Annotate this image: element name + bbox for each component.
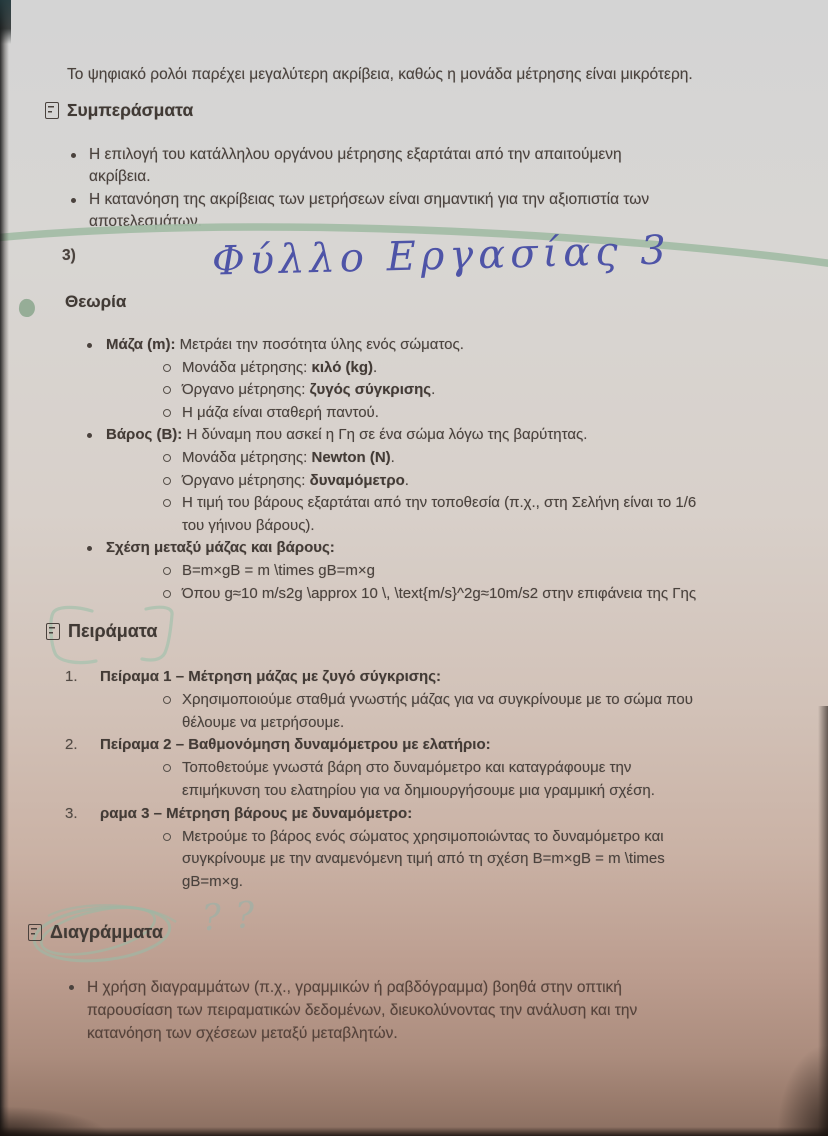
diagrams-list <box>65 976 637 1045</box>
intro-paragraph: Το ψηφιακό ρολόι παρέχει μεγαλύτερη ακρίβεια, καθώς η μονάδα μέτρησης είναι μικρότερη. <box>67 66 693 83</box>
diagrams-heading <box>28 922 163 943</box>
experiments-heading-label: Πειράματα <box>68 621 158 641</box>
handwritten-title: Φύλλο Εργασίας 3 <box>211 227 672 285</box>
experiment-description: Μετρούμε το βάρος ενός σώματος χρησιμοποιώντας το δυναμόμετρο και συγκρίνουμε με την αναμενόμενη τιμή από τη σχέση B=m×gB = m \times gB=m×g. <box>160 826 795 894</box>
paper-corner-shadow-bottom-left <box>0 1106 110 1136</box>
paper-edge-shadow-bottom <box>0 1127 828 1136</box>
term-label: Σχέση μεταξύ μάζας και βάρους: <box>106 539 335 557</box>
paper-corner-shadow-top-left <box>0 0 11 44</box>
missing-glyph-icon <box>28 924 42 941</box>
experiment-title: Πείραμα 2 – Βαθμονόμηση δυναμόμετρου με ελατήριο: <box>100 736 491 754</box>
list-item-line: Η επιλογή του κατάλληλου οργάνου μέτρησης εξαρτάται από την απαιτούμενη <box>89 146 622 163</box>
theory-list <box>84 334 804 605</box>
experiment-description: Χρησιμοποιούμε σταθμά γνωστής μάζας για να συγκρίνουμε με το σώμα που θέλουμε να μετρήσουμε. <box>160 689 795 735</box>
list-item-line: αποτελεσμάτων. <box>89 213 203 231</box>
sub-list-item: Όργανο μέτρησης: δυναμόμετρο. <box>160 470 804 493</box>
experiment-title: ραμα 3 – Μέτρηση βάρους με δυναμόμετρο: <box>100 804 413 822</box>
experiment-number: 2. <box>65 736 78 754</box>
list-item <box>84 537 804 560</box>
section-number: 3) <box>62 247 76 264</box>
list-item <box>67 144 649 189</box>
term-label: Μάζα (m): <box>106 336 176 353</box>
term-label: Βάρος (Β): <box>106 426 183 444</box>
diagrams-heading-label: Διαγράμματα <box>50 922 163 942</box>
sub-list-item: Όργανο μέτρησης: ζυγός σύγκρισης. <box>160 379 804 402</box>
experiment-title-row <box>65 734 795 757</box>
list-item-line: Η κατανόηση της ακρίβειας των μετρήσεων είναι σημαντική για την αξιοπιστία των <box>89 190 650 208</box>
paper-edge-shadow-left <box>0 0 9 1136</box>
list-item <box>84 424 804 447</box>
list-item <box>67 189 649 234</box>
sub-list-item: Η μάζα είναι σταθερή παντού. <box>160 402 804 425</box>
theory-heading <box>65 292 126 312</box>
experiment-number: 3. <box>65 804 78 822</box>
experiment-title-row <box>65 666 795 689</box>
conclusions-heading-label: Συμπεράσματα <box>67 100 194 120</box>
experiment-number: 1. <box>65 668 78 685</box>
missing-glyph-icon <box>46 623 60 640</box>
experiments-list <box>65 666 795 894</box>
experiment-description: Τοποθετούμε γνωστά βάρη στο δυναμόμετρο και καταγράφουμε την επιμήκυνση του ελατηρίου για να δημιουργήσουμε μια γραμμική σχέση. <box>160 757 795 803</box>
experiments-heading <box>46 621 157 642</box>
handwritten-question-marks: ?? <box>200 893 270 940</box>
sub-list-item: Όπου g≈10 m/s2g \approx 10 \, \text{m/s}^2g≈10m/s2 στην επιφάνεια της Γης <box>160 583 804 606</box>
term-text: Η δύναμη που ασκεί η Γη σε ένα σώμα λόγω της βαρύτητας. <box>182 426 588 444</box>
experiment-title: Πείραμα 1 – Μέτρηση μάζας με ζυγό σύγκρισης: <box>100 668 441 685</box>
missing-glyph-icon <box>45 102 59 119</box>
green-blob-mark <box>18 298 36 318</box>
sub-list-item: Μονάδα μέτρησης: Newton (N). <box>160 447 804 470</box>
sub-list-item: Μονάδα μέτρησης: κιλό (kg). <box>160 357 804 380</box>
paper-corner-shadow-bottom-right <box>778 1046 828 1136</box>
theory-heading-label: Θεωρία <box>65 292 127 311</box>
sub-list-item: Η τιμή του βάρους εξαρτάται από την τοποθεσία (π.χ., στη Σελήνη είναι το 1/6 του γήινου βάρους). <box>160 492 804 537</box>
term-text: Μετράει την ποσότητα ύλης ενός σώματος. <box>175 336 464 353</box>
sub-list-item: B=m×gB = m \times gB=m×g <box>160 560 804 583</box>
experiment-title-row <box>65 803 795 826</box>
list-item-line: ακρίβεια. <box>89 168 151 186</box>
conclusions-heading <box>45 100 193 121</box>
list-item: Η χρήση διαγραμμάτων (π.χ., γραμμικών ή ραβδόγραμμα) βοηθά στην οπτική παρουσίαση των πειραματικών δεδομένων, διευκολύνοντας την ανάλυση και την κατανόηση των σχέσεων μεταξύ μεταβλητών. <box>65 976 637 1045</box>
conclusions-list <box>67 144 649 234</box>
list-item <box>84 334 804 357</box>
